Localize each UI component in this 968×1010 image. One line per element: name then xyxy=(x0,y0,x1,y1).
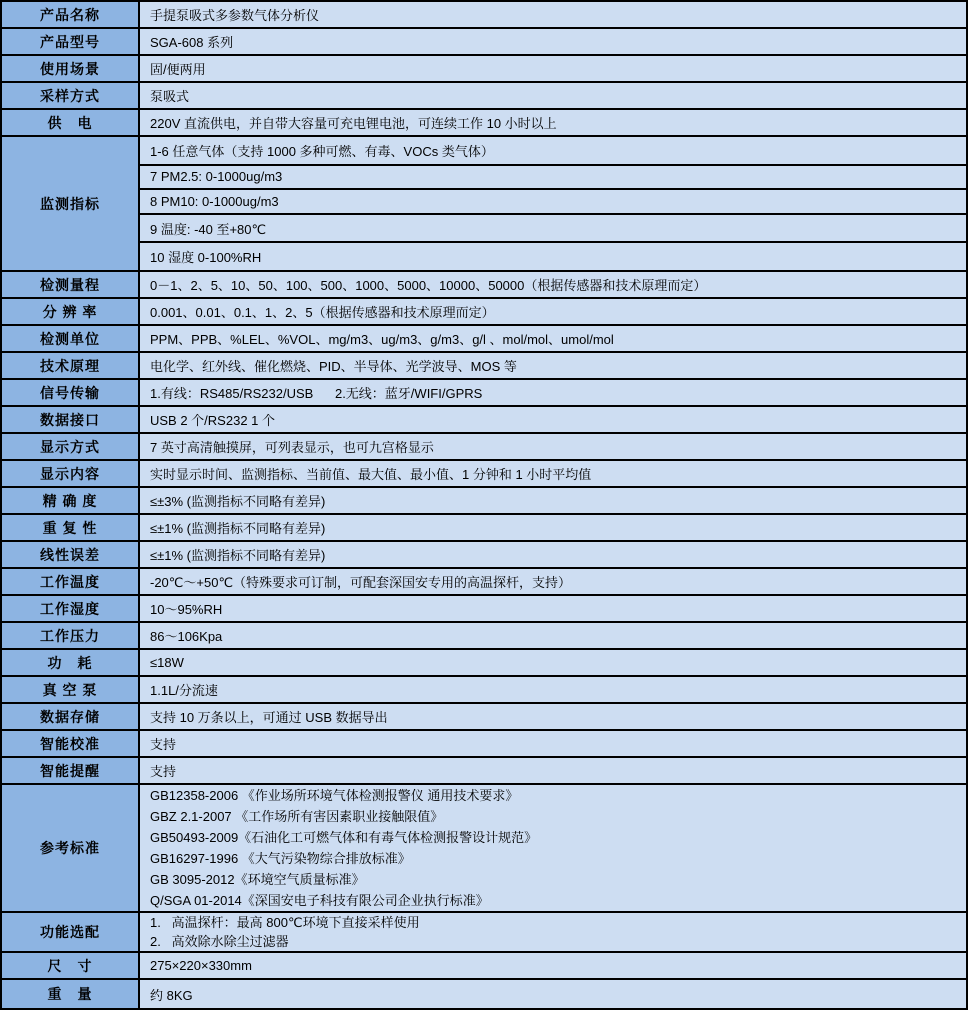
spec-value: 0.001、0.01、0.1、1、2、5（根据传感器和技术原理而定） xyxy=(140,299,966,324)
spec-value: 275×220×330mm xyxy=(140,953,966,978)
spec-value: 220V 直流供电，并自带大容量可充电锂电池，可连续工作 10 小时以上 xyxy=(140,110,966,135)
spec-label: 数据接口 xyxy=(2,407,140,432)
spec-label: 供 电 xyxy=(2,110,140,135)
spec-label: 尺 寸 xyxy=(2,953,140,978)
spec-label: 信号传输 xyxy=(2,380,140,405)
spec-label: 重 量 xyxy=(2,980,140,1008)
row-working-pressure xyxy=(2,623,966,650)
spec-label: 监测指标 xyxy=(2,137,140,270)
spec-label: 真 空 泵 xyxy=(2,677,140,702)
row-power-consumption xyxy=(2,650,966,677)
row-data-storage xyxy=(2,704,966,731)
spec-value: 支持 xyxy=(140,731,966,756)
spec-label: 产品型号 xyxy=(2,29,140,54)
spec-label: 使用场景 xyxy=(2,56,140,81)
row-reference-standards xyxy=(2,785,966,913)
spec-value: 0－1、2、5、10、50、100、500、1000、5000、10000、50000（根据传感器和技术原理而定） xyxy=(140,272,966,297)
spec-label: 参考标准 xyxy=(2,785,140,911)
spec-value: PPM、PPB、%LEL、%VOL、mg/m3、ug/m3、g/m3、g/l 、mol/mol、umol/mol xyxy=(140,326,966,351)
indicator-list xyxy=(140,137,966,270)
spec-value: USB 2 个/RS232 1 个 xyxy=(140,407,966,432)
spec-label: 检测量程 xyxy=(2,272,140,297)
standard-item: GB50493-2009《石油化工可燃气体和有毒气体检测报警设计规范》 xyxy=(150,830,538,845)
spec-label: 显示内容 xyxy=(2,461,140,486)
spec-label: 显示方式 xyxy=(2,434,140,459)
spec-label: 分 辨 率 xyxy=(2,299,140,324)
spec-label: 精 确 度 xyxy=(2,488,140,513)
row-usage-scenario xyxy=(2,56,966,83)
indicator-item: 7 PM2.5: 0-1000ug/m3 xyxy=(140,166,966,191)
spec-value: 实时显示时间、监测指标、当前值、最大值、最小值、1 分钟和 1 小时平均值 xyxy=(140,461,966,486)
row-accuracy xyxy=(2,488,966,515)
spec-label: 重 复 性 xyxy=(2,515,140,540)
spec-value: -20℃～+50℃（特殊要求可订制，可配套深国安专用的高温探杆，支持） xyxy=(140,569,966,594)
spec-label: 线性误差 xyxy=(2,542,140,567)
spec-value: 手提泵吸式多参数气体分析仪 xyxy=(140,2,966,27)
spec-value: ≤±1% (监测指标不同略有差异) xyxy=(140,515,966,540)
row-monitoring-indicators xyxy=(2,137,966,272)
spec-value: 1.1L/分流速 xyxy=(140,677,966,702)
row-optional-features xyxy=(2,913,966,953)
row-signal-transmission xyxy=(2,380,966,407)
spec-value: 约 8KG xyxy=(140,980,966,1008)
spec-value: ≤18W xyxy=(140,650,966,675)
spec-value: 支持 xyxy=(140,758,966,783)
spec-label: 工作湿度 xyxy=(2,596,140,621)
spec-label: 数据存储 xyxy=(2,704,140,729)
spec-label: 功能选配 xyxy=(2,913,140,951)
spec-value: SGA-608 系列 xyxy=(140,29,966,54)
row-dimensions xyxy=(2,953,966,980)
spec-label: 产品名称 xyxy=(2,2,140,27)
spec-label: 采样方式 xyxy=(2,83,140,108)
standard-item: GBZ 2.1-2007 《工作场所有害因素职业接触限值》 xyxy=(150,809,444,824)
row-linearity-error xyxy=(2,542,966,569)
row-power-supply xyxy=(2,110,966,137)
standard-item: Q/SGA 01-2014《深国安电子科技有限公司企业执行标准》 xyxy=(150,893,489,908)
spec-label: 智能校准 xyxy=(2,731,140,756)
spec-label: 工作压力 xyxy=(2,623,140,648)
row-product-name xyxy=(2,2,966,29)
spec-value: ≤±1% (监测指标不同略有差异) xyxy=(140,542,966,567)
row-product-model xyxy=(2,29,966,56)
option-item: 1. 高温探杆：最高 800℃环境下直接采样使用 xyxy=(150,915,420,930)
option-item: 2. 高效除水除尘过滤器 xyxy=(150,934,289,949)
indicator-item: 9 温度: -40 至+80℃ xyxy=(140,215,966,244)
spec-value: 86～106Kpa xyxy=(140,623,966,648)
options-list xyxy=(140,913,966,951)
row-display-mode xyxy=(2,434,966,461)
spec-value: 电化学、红外线、催化燃烧、PID、半导体、光学波导、MOS 等 xyxy=(140,353,966,378)
standard-item: GB16297-1996 《大气污染物综合排放标准》 xyxy=(150,851,411,866)
standards-list xyxy=(140,785,966,911)
spec-value: 泵吸式 xyxy=(140,83,966,108)
row-vacuum-pump xyxy=(2,677,966,704)
row-detection-range xyxy=(2,272,966,299)
row-resolution xyxy=(2,299,966,326)
spec-value: 固/便两用 xyxy=(140,56,966,81)
indicator-item: 1-6 任意气体（支持 1000 多种可燃、有毒、VOCs 类气体） xyxy=(140,137,966,166)
indicator-item: 10 湿度 0-100%RH xyxy=(140,243,966,270)
spec-label: 技术原理 xyxy=(2,353,140,378)
spec-value: 支持 10 万条以上，可通过 USB 数据导出 xyxy=(140,704,966,729)
row-working-temperature xyxy=(2,569,966,596)
spec-label: 功 耗 xyxy=(2,650,140,675)
row-smart-calibration xyxy=(2,731,966,758)
row-smart-reminder xyxy=(2,758,966,785)
standard-item: GB12358-2006 《作业场所环境气体检测报警仪 通用技术要求》 xyxy=(150,788,519,803)
row-weight xyxy=(2,980,966,1008)
row-repeatability xyxy=(2,515,966,542)
spec-value: 7 英寸高清触摸屏，可列表显示，也可九宫格显示 xyxy=(140,434,966,459)
spec-label: 检测单位 xyxy=(2,326,140,351)
row-data-interface xyxy=(2,407,966,434)
row-sampling-method xyxy=(2,83,966,110)
spec-label: 工作温度 xyxy=(2,569,140,594)
row-detection-units xyxy=(2,326,966,353)
spec-value: 10～95%RH xyxy=(140,596,966,621)
row-display-content xyxy=(2,461,966,488)
indicator-item: 8 PM10: 0-1000ug/m3 xyxy=(140,190,966,215)
spec-label: 智能提醒 xyxy=(2,758,140,783)
standard-item: GB 3095-2012《环境空气质量标准》 xyxy=(150,872,365,887)
row-technical-principle xyxy=(2,353,966,380)
spec-value: ≤±3% (监测指标不同略有差异) xyxy=(140,488,966,513)
spec-value: 1.有线：RS485/RS232/USB 2.无线：蓝牙/WIFI/GPRS xyxy=(140,380,966,405)
row-working-humidity xyxy=(2,596,966,623)
